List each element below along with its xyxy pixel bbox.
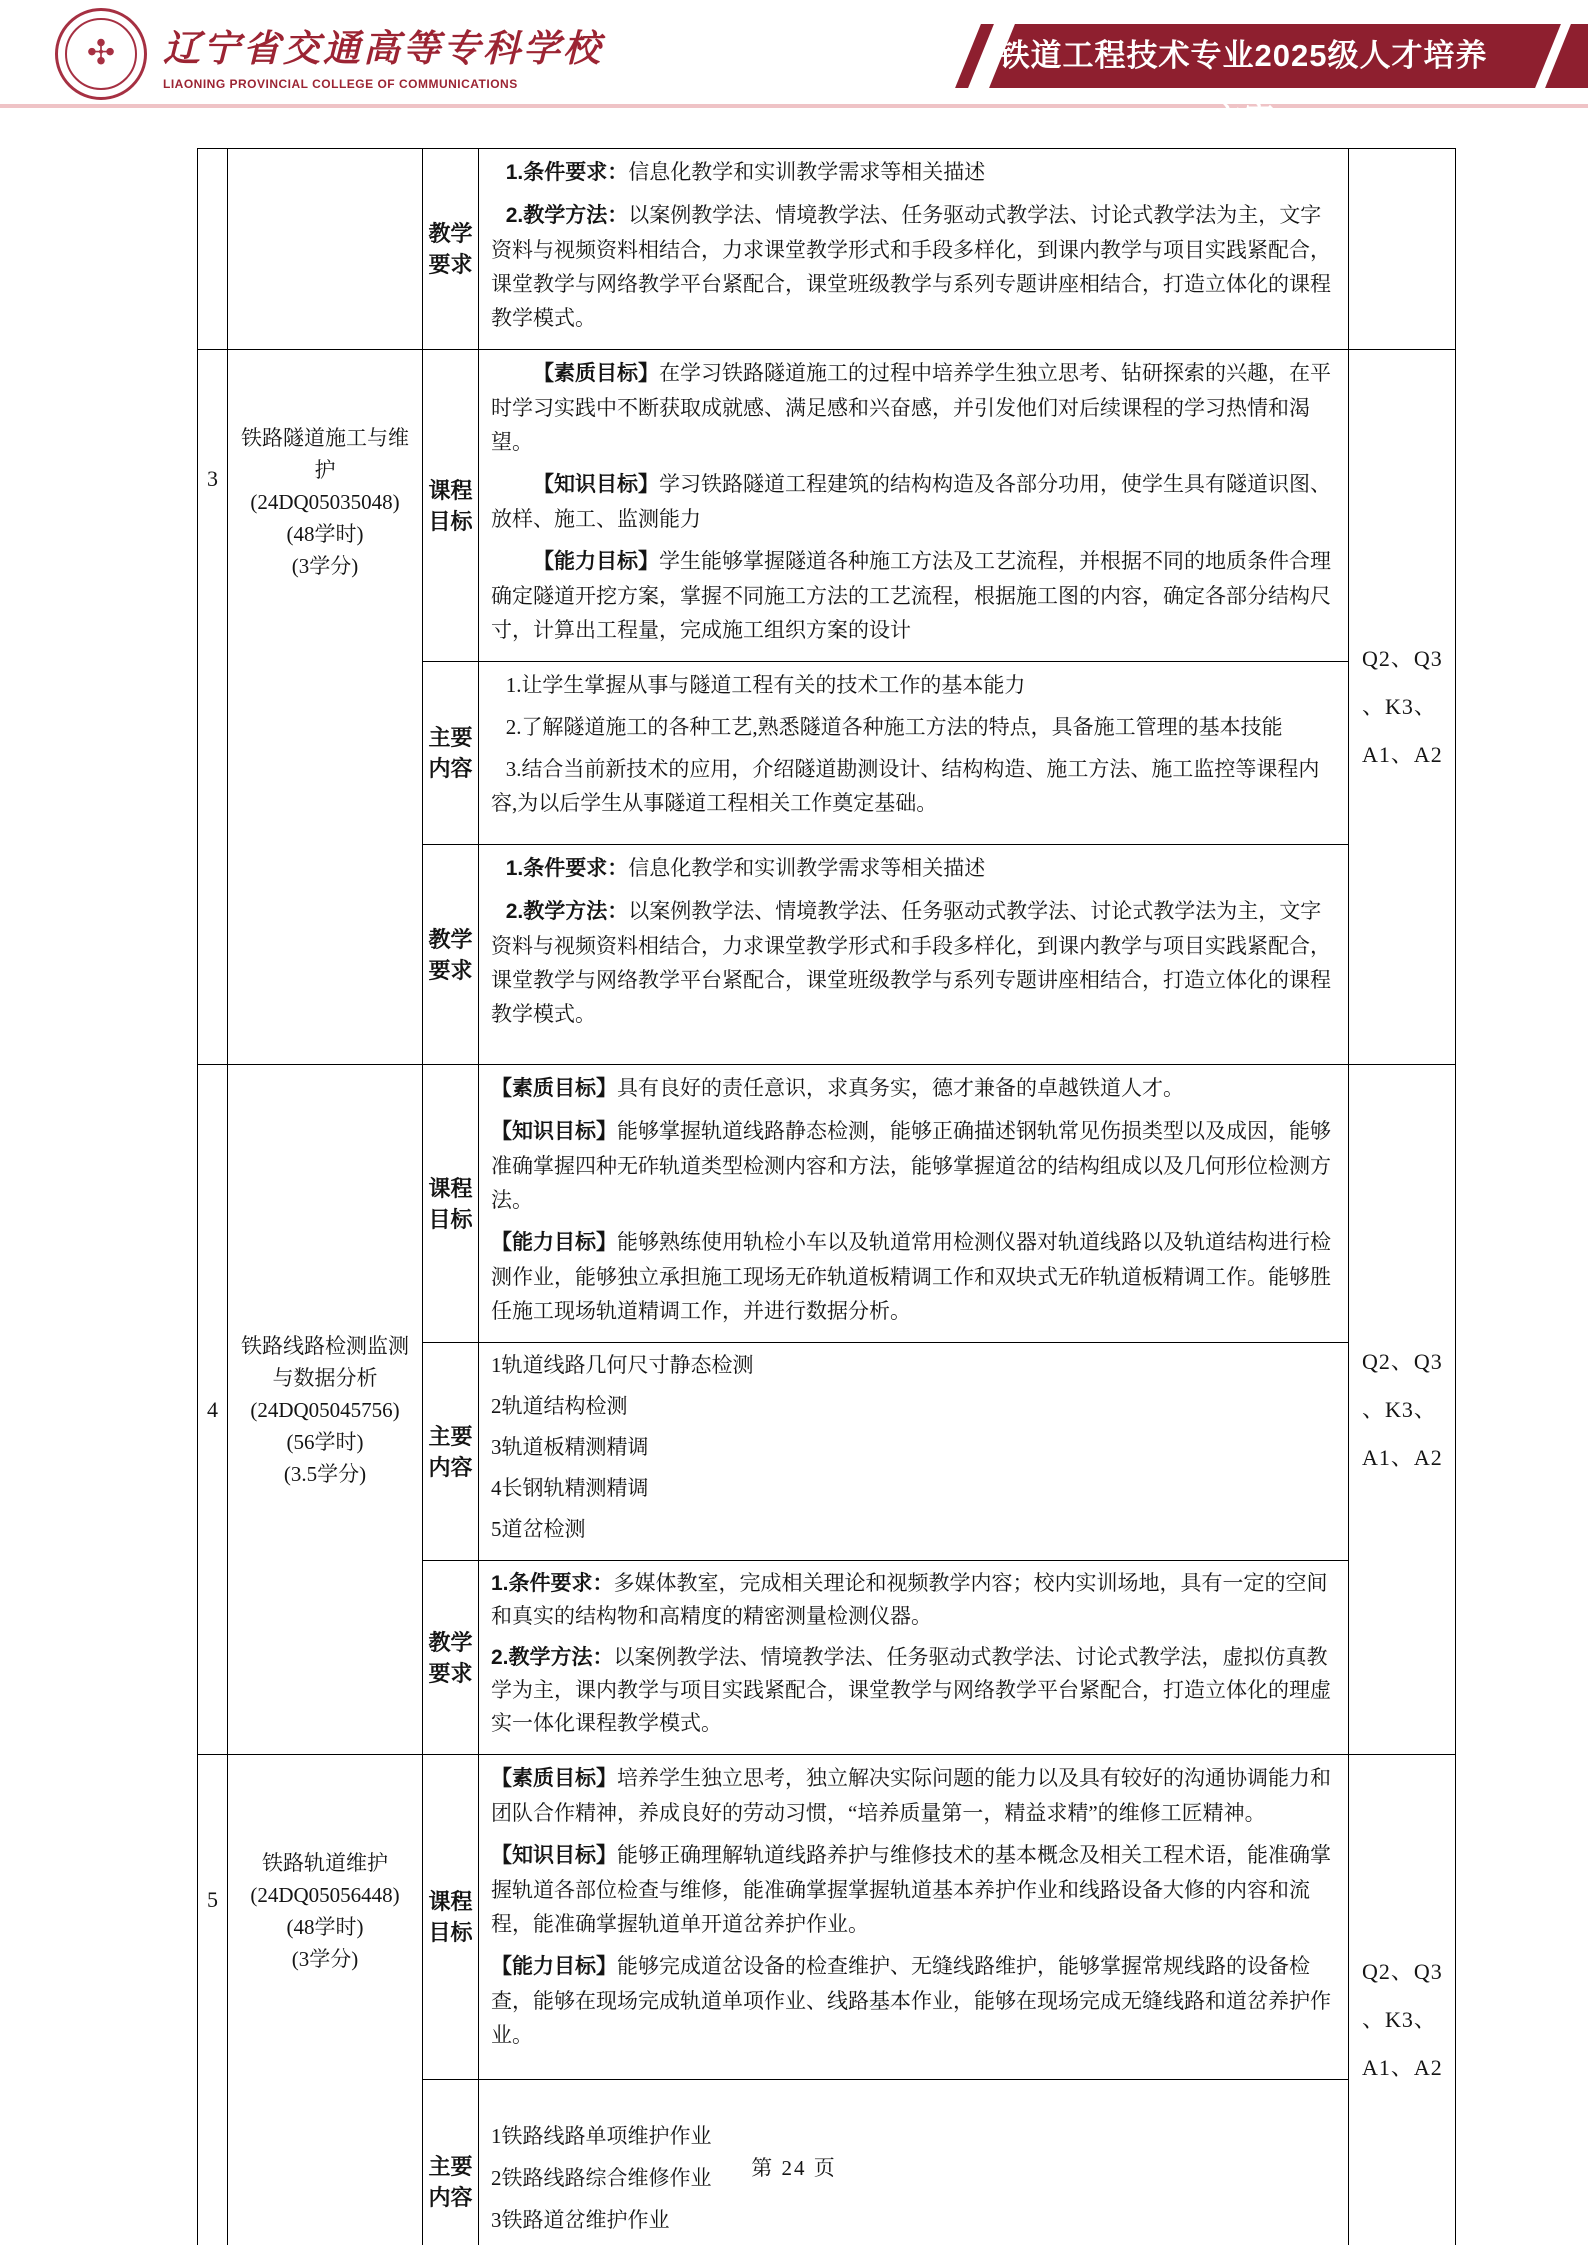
objectives-content: [491, 356, 1336, 647]
objective-text: 学习铁路隧道工程建筑的结构构造及各部分功用，使学生具有隧道识图、放样、施工、监测能力: [491, 472, 1331, 531]
objective-text: 培养学生独立思考，独立解决实际问题的能力以及具有较好的沟通协调能力和团队合作精神，养成良好的劳动习惯，“培养质量第一，精益求精”的维修工匠精神。: [491, 1766, 1331, 1825]
codes-line: A1、A2: [1362, 2054, 1443, 2080]
content-item: 2铁路线路综合维修作业: [491, 2166, 712, 2190]
page-number: 第 24 页: [751, 2156, 837, 2180]
main-content-list: [491, 668, 1336, 820]
content-item: 1.让学生掌握从事与隧道工程有关的技术工作的基本能力: [505, 673, 1026, 697]
document-title: 铁道工程技术专业2025级人才培养方案: [998, 38, 1488, 137]
codes-line: Q2、Q3: [1362, 646, 1443, 671]
school-logo-block: [55, 8, 603, 100]
section-label-content: 主要内容: [423, 1343, 479, 1561]
course-code: (24DQ05035048): [250, 490, 400, 514]
item-text: 以案例教学法、情境教学法、任务驱动式教学法、讨论式教学法，虚拟仿真教学为主，课内教学与项目实践紧配合，课堂教学与网络教学平台紧配合，打造立体化的理虚实一体化课程教学模式。: [491, 1645, 1331, 1735]
teaching-item: [491, 894, 1336, 1031]
teaching-content: [491, 1567, 1336, 1740]
course-code: (24DQ05045756): [250, 1397, 400, 1422]
item-text: 信息化教学和实训教学需求等相关描述: [628, 856, 986, 880]
document-title-banner: [968, 24, 1588, 137]
objective-text: 具有良好的责任意识，求真务实，德才兼备的卓越铁道人才。: [617, 1076, 1184, 1100]
item-label: 2.教学方法：: [505, 204, 629, 227]
codes-line: 、K3、: [1362, 694, 1437, 719]
course-number: 4: [198, 1065, 228, 1755]
school-name-english: LIAONING PROVINCIAL COLLEGE OF COMMUNICATIONS: [163, 76, 518, 91]
item-text: 多媒体教室，完成相关理论和视频教学内容；校内实训场地，具有一定的空间和真实的结构物和高精度的精密测量检测仪器。: [491, 1571, 1328, 1628]
content-item: 2.了解隧道施工的各种工艺,熟悉隧道各种施工方法的特点，具备施工管理的基本技能: [505, 715, 1283, 739]
section-label-teaching: 教学要求: [423, 1561, 479, 1755]
objective-text: 能够正确理解轨道线路养护与维修技术的基本概念及相关工程术语，能准确掌握轨道各部位检查与维修，能准确掌握掌握轨道基本养护作业和线路设备大修的内容和流程，能准确掌握轨道单开道岔养护作业。: [491, 1843, 1331, 1936]
course-name-cell: [228, 350, 423, 1065]
school-logo-icon: [55, 8, 147, 100]
school-name-block: [163, 18, 603, 91]
row-number-cell-empty: [198, 149, 228, 350]
course-table: [197, 148, 1456, 2245]
item-label: 1.条件要求：: [505, 857, 629, 880]
objective-item: [491, 1071, 1336, 1106]
course-row-5: [198, 1755, 1456, 2080]
item-text: 以案例教学法、情境教学法、任务驱动式教学法、讨论式教学法为主，文字资料与视频资料相结合，力求课堂教学形式和手段多样化，到课内教学与项目实践紧配合，课堂教学与网络教学平台紧配合，课堂班级教学与系列专题讲座相结合，打造立体化的课程教学模式。: [491, 899, 1331, 1026]
objective-tag: 【能力目标】: [491, 1231, 617, 1254]
content-item: 1轨道线路几何尺寸静态检测: [491, 1353, 754, 1377]
section-label-objectives: 课程目标: [423, 350, 479, 662]
main-content-cell: [479, 1343, 1349, 1561]
codes-line: 、K3、: [1362, 2006, 1437, 2032]
objective-item: [491, 544, 1336, 647]
item-label: 2.教学方法：: [505, 900, 629, 923]
section-label-objectives: 课程目标: [423, 1755, 479, 2080]
item-label: 2.教学方法：: [491, 1646, 614, 1669]
teaching-content-cell: [479, 1561, 1349, 1755]
objectives-content: [491, 1071, 1336, 1328]
item-text: 信息化教学和实训教学需求等相关描述: [628, 160, 986, 184]
section-label-teaching: 教学要求: [423, 149, 479, 350]
teaching-item: [491, 155, 1336, 190]
objective-text: 在学习铁路隧道施工的过程中培养学生独立思考、钻研探索的兴趣，在平时学习实践中不断获取成就感、满足感和兴奋感，并引发他们对后续课程的学习热情和渴望。: [491, 361, 1331, 454]
content-item: 3轨道板精测精调: [491, 1435, 649, 1459]
course-number: 5: [198, 1755, 228, 2245]
section-label-objectives: 课程目标: [423, 1065, 479, 1343]
course-hours: (56学时): [286, 1429, 364, 1454]
teaching-item: [491, 1567, 1336, 1633]
objective-item: [491, 467, 1336, 536]
course-codes-cell-empty: [1349, 149, 1456, 350]
objective-tag: 【知识目标】: [491, 1120, 617, 1143]
section-label-content: 主要内容: [423, 662, 479, 845]
course-name: 铁路轨道维护: [262, 1851, 388, 1875]
content-item: 4长钢轨精测精调: [491, 1476, 649, 1500]
course-code: (24DQ05056448): [250, 1883, 400, 1907]
objective-text: 能够熟练使用轨检小车以及轨道常用检测仪器对轨道线路以及轨道结构进行检测作业，能够独立承担施工现场无砟轨道板精调工作和双块式无砟轨道板精调工作。能够胜任施工现场轨道精调工作，并进行数据分析。: [491, 1230, 1331, 1323]
objective-item: [491, 1949, 1336, 2052]
course-codes-cell: [1349, 350, 1456, 1065]
main-content-cell: [479, 662, 1349, 845]
objectives-content-cell: [479, 1065, 1349, 1343]
codes-line: Q2、Q3: [1362, 1348, 1443, 1374]
main-content-list: [491, 1349, 1336, 1546]
content-item: 1铁路线路单项维护作业: [491, 2124, 712, 2148]
course-name-cell: [228, 1065, 423, 1755]
course-credits: (3学分): [291, 554, 359, 578]
section-label-teaching: 教学要求: [423, 845, 479, 1065]
objective-tag: 【能力目标】: [491, 1955, 617, 1978]
objective-tag: 【素质目标】: [491, 1767, 617, 1790]
objective-item: [491, 1225, 1336, 1328]
teaching-item: [491, 1641, 1336, 1740]
objective-tag: 【素质目标】: [533, 362, 659, 385]
objective-tag: 【知识目标】: [533, 473, 659, 496]
objective-item: [491, 1838, 1336, 1941]
objective-tag: 【知识目标】: [491, 1844, 617, 1867]
item-text: 以案例教学法、情境教学法、任务驱动式教学法、讨论式教学法为主，文字资料与视频资料相结合，力求课堂教学形式和手段多样化，到课内教学与项目实践紧配合，课堂教学与网络教学平台紧配合，课堂班级教学与系列专题讲座相结合，打造立体化的课程教学模式。: [491, 203, 1331, 330]
objectives-content-cell: [479, 1755, 1349, 2080]
codes-line: A1、A2: [1362, 1444, 1443, 1470]
objective-tag: 【能力目标】: [533, 550, 659, 573]
objective-item: [491, 356, 1336, 459]
content-item: 3铁路道岔维护作业: [491, 2208, 670, 2232]
teaching-content-cell: [479, 845, 1349, 1065]
course-hours: (48学时): [286, 1915, 364, 1939]
teaching-content-cell: [479, 149, 1349, 350]
objective-tag: 【素质目标】: [491, 1077, 617, 1100]
teaching-content: [491, 851, 1336, 1031]
course-number: 3: [198, 350, 228, 1065]
objectives-content-cell: [479, 350, 1349, 662]
partial-row-teaching: [198, 149, 1456, 350]
course-name: 铁路隧道施工与维护: [241, 426, 409, 482]
objective-item: [491, 1761, 1336, 1830]
course-name-cell-empty: [228, 149, 423, 350]
objective-text: 学生能够掌握隧道各种施工方法及工艺流程，并根据不同的地质条件合理确定隧道开挖方案，掌握不同施工方法的工艺流程，根据施工图的内容，确定各部分结构尺寸，计算出工程量，完成施工组织方案的设计: [491, 549, 1331, 642]
course-row-3: [198, 350, 1456, 662]
objective-text: 能够掌握轨道线路静态检测，能够正确描述钢轨常见伤损类型以及成因，能够准确掌握四种无砟轨道类型检测内容和方法，能够掌握道岔的结构组成以及几何形位检测方法。: [491, 1119, 1331, 1212]
content-item: 3.结合当前新技术的应用，介绍隧道勘测设计、结构构造、施工方法、施工监控等课程内容,为以后学生从事隧道工程相关工作奠定基础。: [491, 757, 1320, 815]
item-label: 1.条件要求：: [491, 1572, 614, 1595]
content-item: 5道岔检测: [491, 1517, 586, 1541]
teaching-content: [491, 155, 1336, 335]
course-credits: (3.5学分): [283, 1461, 367, 1486]
header-divider: [0, 104, 1588, 108]
codes-line: A1、A2: [1362, 742, 1443, 767]
logo-flower-icon: ✣: [86, 35, 116, 72]
teaching-item: [491, 198, 1336, 335]
objective-item: [491, 1114, 1336, 1217]
codes-line: Q2、Q3: [1362, 1958, 1443, 1984]
course-codes-cell: [1349, 1065, 1456, 1755]
codes-line: 、K3、: [1362, 1396, 1437, 1422]
banner-left-stripe: [955, 24, 994, 88]
objectives-content: [491, 1761, 1336, 2052]
teaching-item: [491, 851, 1336, 886]
section-label-content: 主要内容: [423, 2080, 479, 2245]
course-hours: (48学时): [286, 522, 364, 546]
page-footer: [0, 2152, 1588, 2182]
course-name: 铁路线路检测监测与数据分析: [241, 1333, 409, 1390]
course-row-4: [198, 1065, 1456, 1343]
objective-text: 能够完成道岔设备的检查维护、无缝线路维护，能够掌握常规线路的设备检查，能够在现场完成轨道单项作业、线路基本作业，能够在现场完成无缝线路和道岔养护作业。: [491, 1954, 1331, 2047]
school-name-chinese: 辽宁省交通高等专科学校: [163, 28, 603, 70]
course-credits: (3学分): [291, 1947, 359, 1971]
item-label: 1.条件要求：: [505, 161, 629, 184]
content-item: 2轨道结构检测: [491, 1394, 628, 1418]
